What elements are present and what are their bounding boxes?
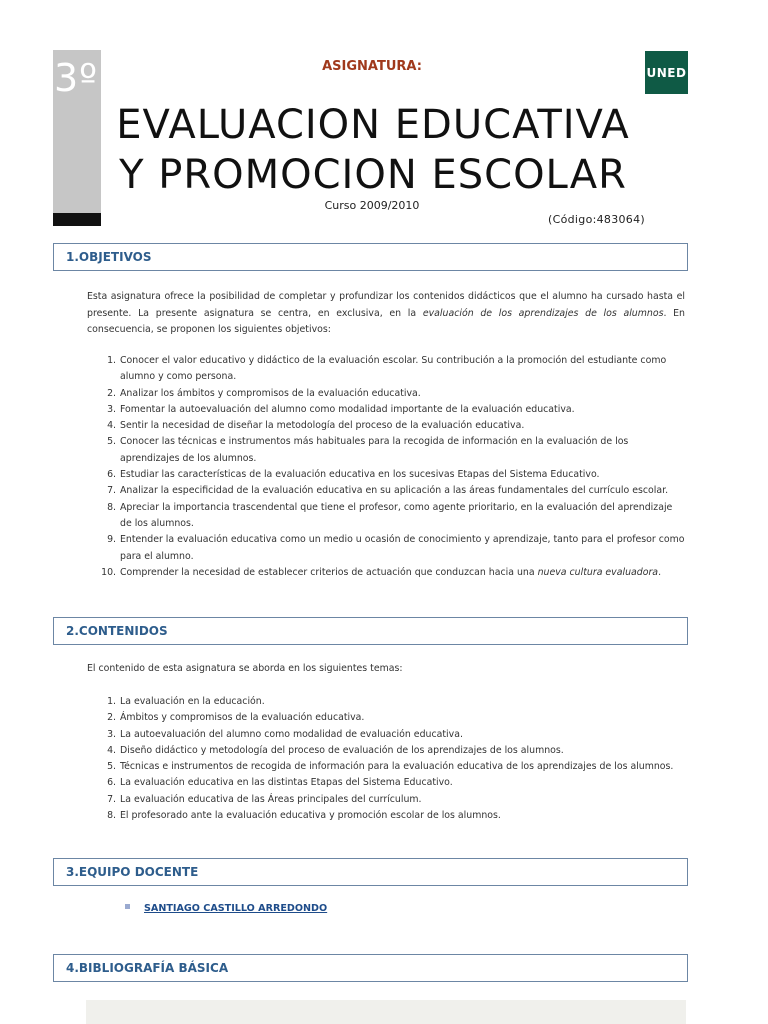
- page-title-line2: Y PROMOCION ESCOLAR: [119, 152, 627, 198]
- contenidos-list: [87, 694, 687, 824]
- year-band-base: [53, 213, 101, 226]
- list-item: 3. La autoevaluación del alumno como modalidad de evaluación educativa.: [119, 727, 687, 743]
- bibliografia-content-box: [86, 1000, 686, 1024]
- page-title-line1: EVALUACION EDUCATIVA: [116, 102, 630, 148]
- list-item: 2. Analizar los ámbitos y compromisos de la evaluación educativa.: [119, 386, 687, 402]
- section-bibliografia-title: 4.BIBLIOGRAFÍA BÁSICA: [66, 961, 229, 975]
- section-equipo-title: 3.EQUIPO DOCENTE: [66, 865, 199, 879]
- item-text-a: Comprender la necesidad de establecer criterios de actuación que conduzcan hacia una: [120, 566, 538, 578]
- asignatura-label: ASIGNATURA:: [322, 59, 422, 74]
- list-item: 3. Fomentar la autoevaluación del alumno como modalidad importante de la evaluación educativa.: [119, 402, 687, 418]
- list-item: 1. Conocer el valor educativo y didáctico de la evaluación escolar. Su contribución a la promoción del estudiante como alumno y como persona.: [119, 353, 687, 386]
- uned-logo: UNED: [645, 51, 688, 94]
- objetivos-intro-emphasis: evaluación de los aprendizajes de los alumnos: [422, 307, 664, 319]
- course-year-text: Curso 2009/2010: [324, 199, 420, 212]
- list-item: 6. La evaluación educativa en las distintas Etapas del Sistema Educativo.: [119, 775, 687, 791]
- square-bullet-icon: [125, 904, 130, 909]
- section-equipo-header: [53, 858, 688, 886]
- item-emphasis: nueva cultura evaluadora: [537, 566, 659, 578]
- objetivos-intro-text-a: Esta asignatura ofrece la posibilidad de completar y profundizar los contenidos didácticos que el alumno ha cursado hasta el presente. La presente asignatura se centra, en exclusiva, en la: [87, 291, 685, 319]
- list-item: 8. El profesorado ante la evaluación educativa y promoción escolar de los alumnos.: [119, 808, 687, 824]
- list-item: 5. Técnicas e instrumentos de recogida de información para la evaluación educativa de los aprendizajes de los alumnos.: [119, 759, 687, 775]
- section-bibliografia-header: [53, 954, 688, 982]
- course-year: 3º: [54, 56, 99, 100]
- list-item: 1. La evaluación en la educación.: [119, 694, 687, 710]
- docente-link[interactable]: SANTIAGO CASTILLO ARREDONDO: [144, 903, 328, 914]
- list-item: 9. Entender la evaluación educativa como un medio u ocasión de conocimiento y aprendizaje, tanto para el profesor como para el alumno.: [119, 532, 687, 565]
- course-code: (Código:483064): [548, 213, 645, 226]
- section-objetivos-title: 1.OBJETIVOS: [66, 250, 152, 264]
- list-item: [119, 565, 687, 581]
- list-item: 5. Conocer las técnicas e instrumentos más habituales para la recogida de información en la evaluación de los aprendizajes de los alumnos.: [119, 434, 687, 467]
- list-item: 4. Diseño didáctico y metodología del proceso de evaluación de los aprendizajes de los alumnos.: [119, 743, 687, 759]
- docente-item: [125, 903, 327, 914]
- contenidos-intro: El contenido de esta asignatura se aborda en los siguientes temas:: [87, 663, 403, 674]
- list-item: 4. Sentir la necesidad de diseñar la metodología del proceso de la evaluación educativa.: [119, 418, 687, 434]
- section-contenidos-title: 2.CONTENIDOS: [66, 624, 168, 638]
- list-item: 2. Ámbitos y compromisos de la evaluación educativa.: [119, 710, 687, 726]
- list-item: 8. Apreciar la importancia trascendental que tiene el profesor, como agente prioritario, en la evaluación del aprendizaje de los alumnos.: [119, 500, 687, 533]
- objetivos-intro-text-b: . En consecuencia, se proponen los siguientes objetivos:: [87, 307, 685, 335]
- item-text-b: .: [658, 566, 662, 578]
- list-item: 7. Analizar la especificidad de la evaluación educativa en su aplicación a las áreas fundamentales del currículo escolar.: [119, 483, 687, 499]
- section-objetivos-header: [53, 243, 688, 271]
- list-item: 6. Estudiar las características de la evaluación educativa en los sucesivas Etapas del Sistema Educativo.: [119, 467, 687, 483]
- section-contenidos-header: [53, 617, 688, 645]
- objetivos-list: [87, 353, 687, 581]
- objetivos-intro: [87, 289, 685, 339]
- list-item: 7. La evaluación educativa de las Áreas principales del currículum.: [119, 792, 687, 808]
